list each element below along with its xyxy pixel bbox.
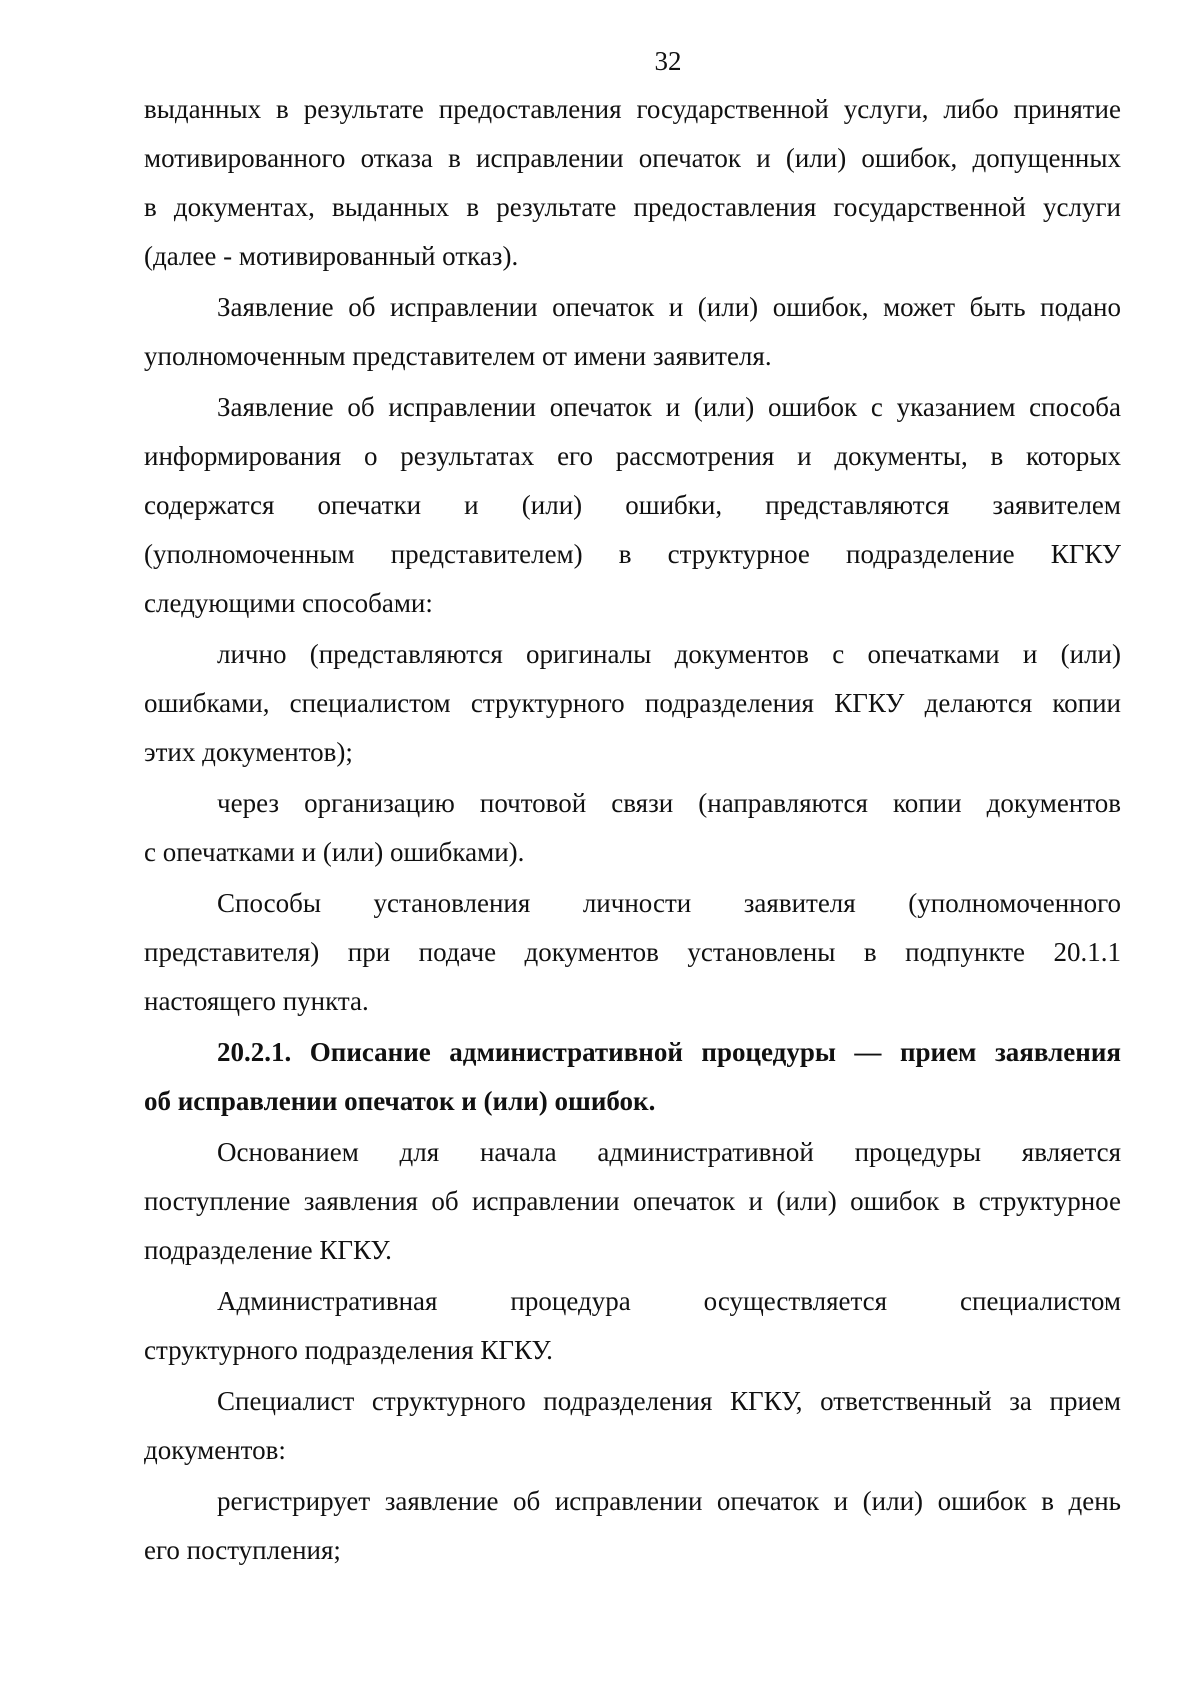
text-line: содержатся опечатки и (или) ошибки, представляются заявителем [144,490,1121,520]
text-line: Заявление об исправлении опечаток и (или) ошибок с указанием способа [217,392,1121,422]
paragraph [144,1128,1121,1275]
text-line: Заявление об исправлении опечаток и (или) ошибок, может быть подано [217,292,1121,322]
text-line: Основанием для начала административной процедуры является [217,1137,1121,1167]
text-line: документов: [144,1435,286,1465]
paragraph [144,779,1121,877]
text-line: с опечатками и (или) ошибками). [144,837,525,867]
paragraph [144,1477,1121,1575]
text-line: 20.2.1. Описание административной процедуры — прием заявления [217,1037,1121,1067]
text-line: настоящего пункта. [144,986,369,1016]
text-line: информирования о результатах его рассмотрения и документы, в которых [144,441,1121,471]
paragraph [144,1277,1121,1375]
text-line: подразделение КГКУ. [144,1235,392,1265]
paragraph [144,85,1121,281]
text-line: этих документов); [144,737,353,767]
text-line: (уполномоченным представителем) в структурное подразделение КГКУ [144,539,1121,569]
paragraph [144,283,1121,381]
text-line: мотивированного отказа в исправлении опечаток и (или) ошибок, допущенных [144,143,1121,173]
paragraph [144,879,1121,1026]
text-line: поступление заявления об исправлении опечаток и (или) ошибок в структурное [144,1186,1121,1216]
text-line: лично (представляются оригиналы документов с опечатками и (или) [217,639,1121,669]
text-line: его поступления; [144,1535,341,1565]
text-line: Способы установления личности заявителя (уполномоченного [217,888,1121,918]
page-number: 32 [654,46,682,76]
text-line: Административная процедура осуществляется специалистом [217,1286,1121,1316]
document-body [144,85,1121,1575]
text-line: через организацию почтовой связи (направляются копии документов [217,788,1121,818]
text-line: представителя) при подаче документов установлены в подпункте 20.1.1 [144,937,1121,967]
paragraph [144,1377,1121,1475]
text-line: Специалист структурного подразделения КГКУ, ответственный за прием [217,1386,1121,1416]
text-line: выданных в результате предоставления государственной услуги, либо принятие [144,94,1121,124]
paragraph [144,383,1121,628]
text-line: об исправлении опечаток и (или) ошибок. [144,1086,656,1116]
text-line: уполномоченным представителем от имени заявителя. [144,341,772,371]
text-line: структурного подразделения КГКУ. [144,1335,553,1365]
text-line: следующими способами: [144,588,433,618]
section-heading [144,1028,1121,1126]
text-line: (далее - мотивированный отказ). [144,241,519,271]
text-line: регистрирует заявление об исправлении опечаток и (или) ошибок в день [217,1486,1121,1516]
text-line: ошибками, специалистом структурного подразделения КГКУ делаются копии [144,688,1121,718]
paragraph [144,630,1121,777]
text-line: в документах, выданных в результате предоставления государственной услуги [144,192,1121,222]
